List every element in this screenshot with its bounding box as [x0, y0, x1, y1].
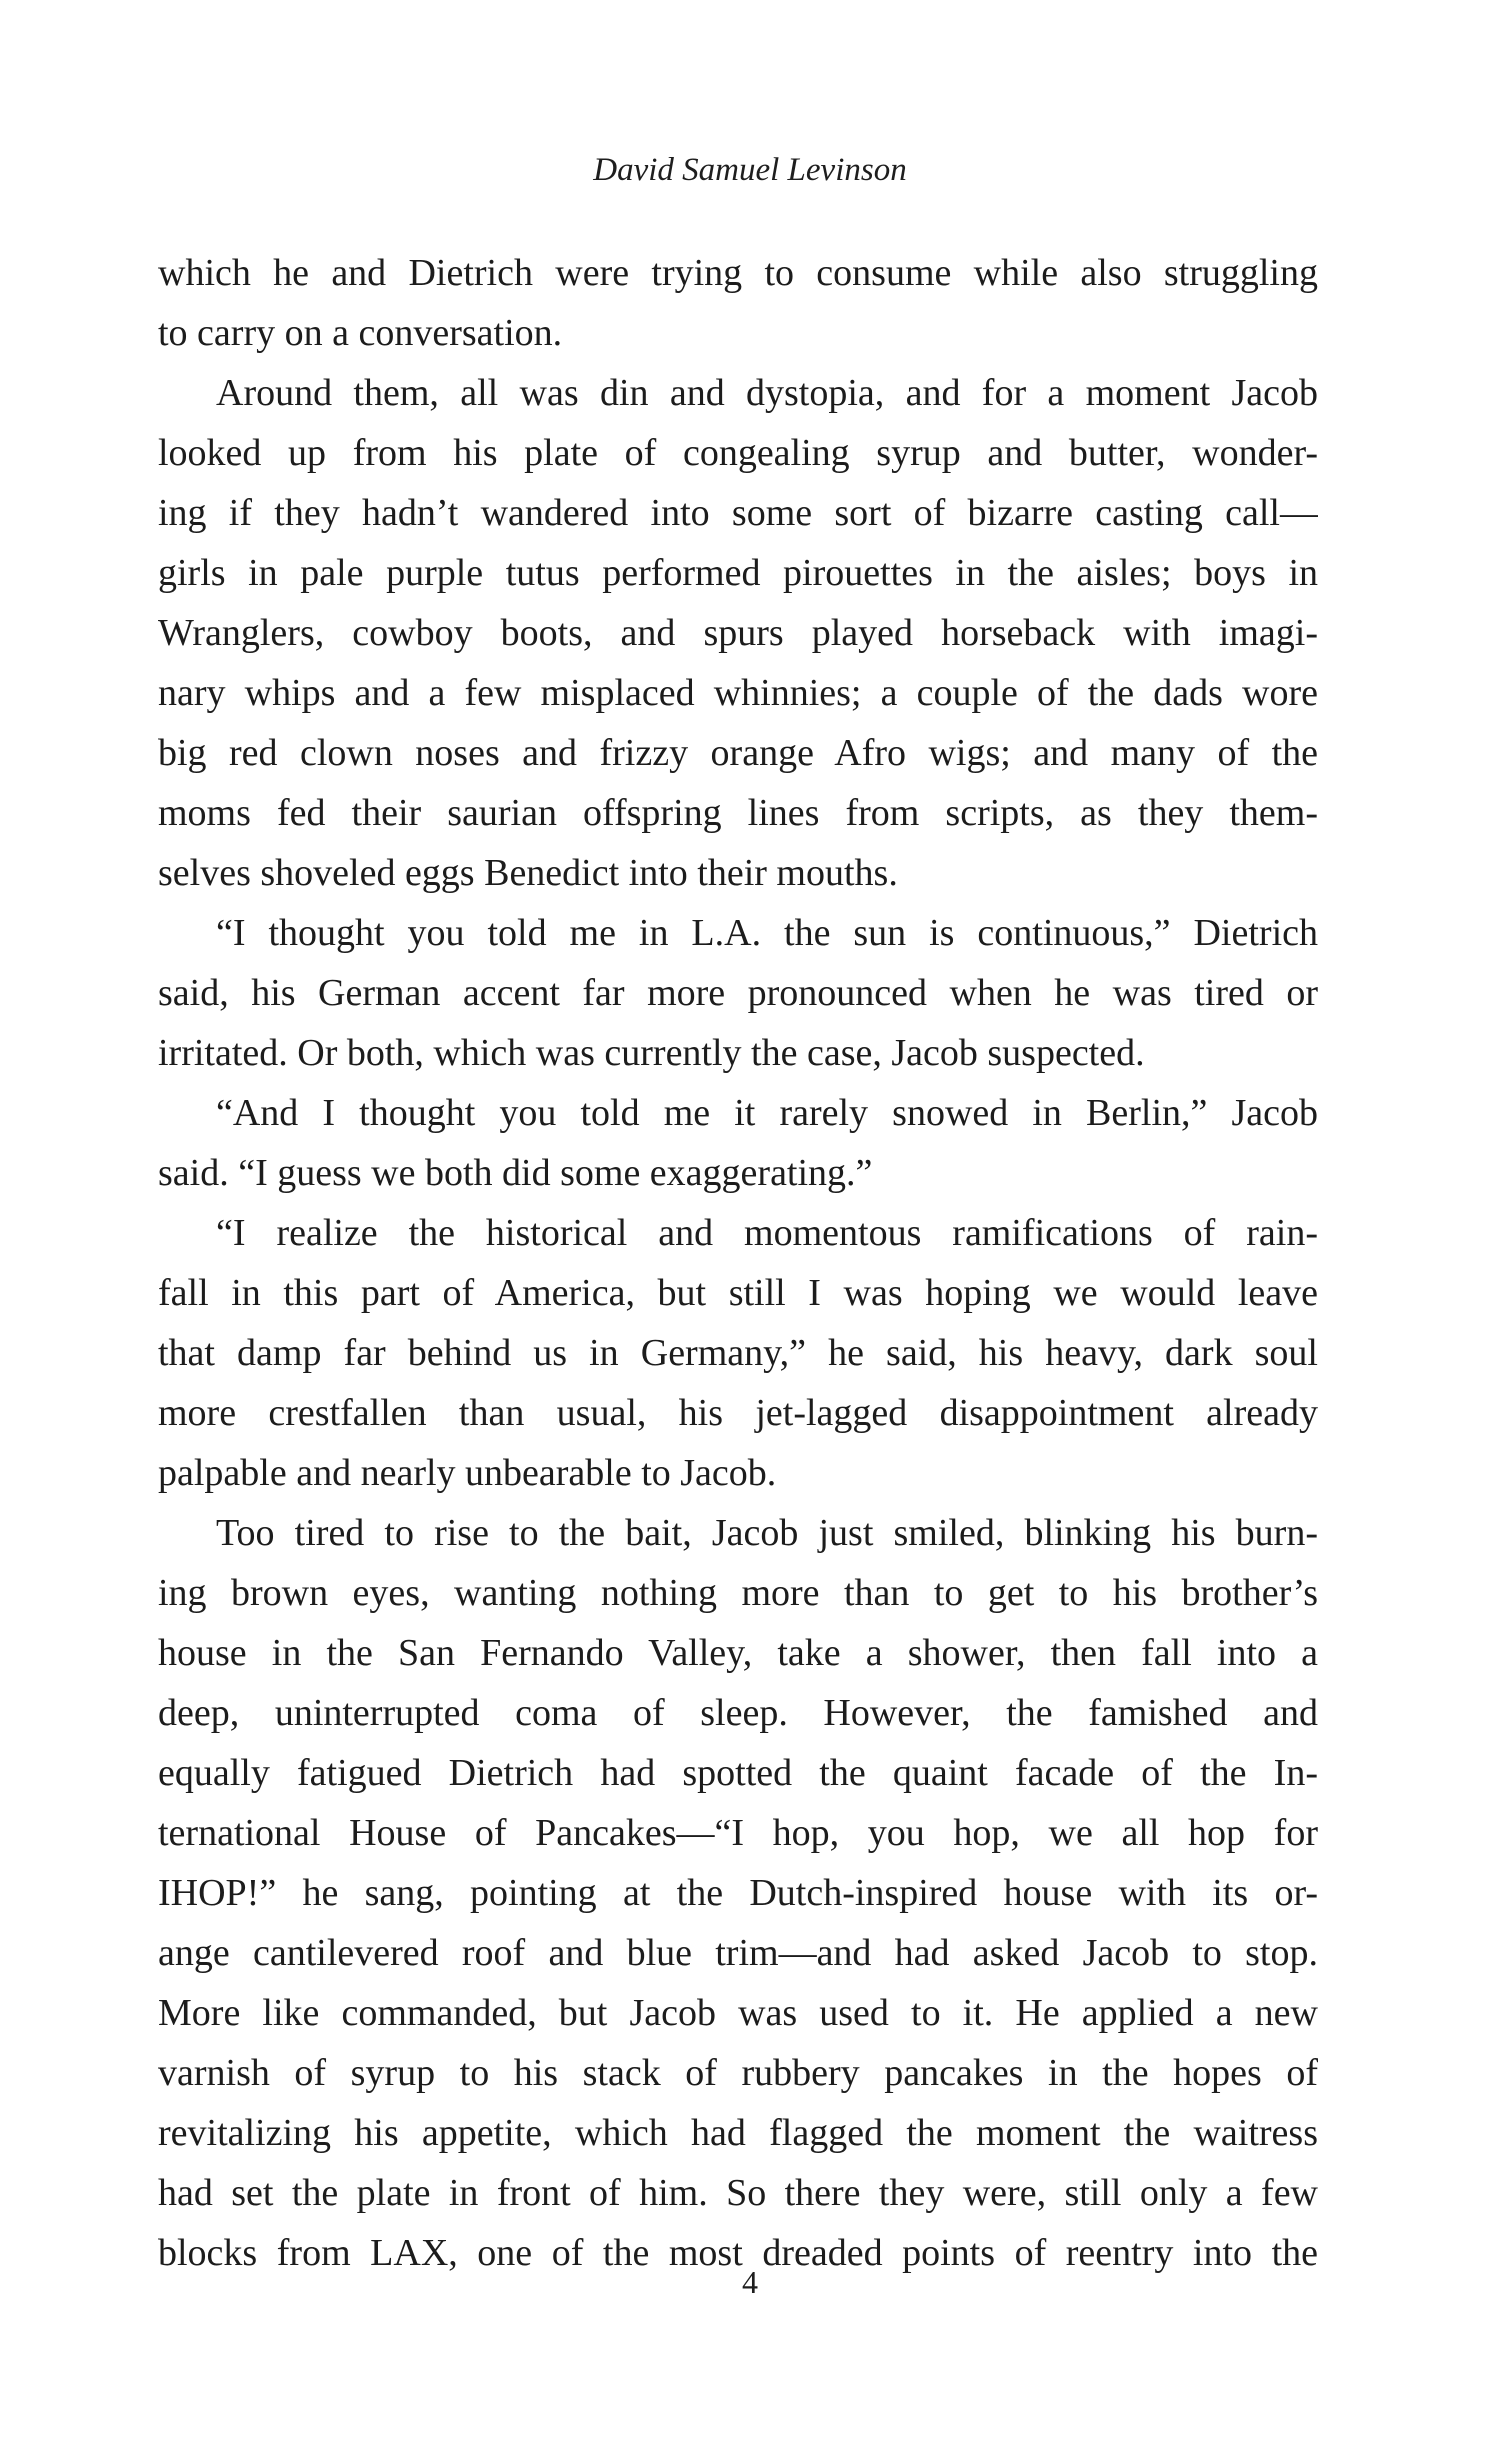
- text-line: ing brown eyes, wanting nothing more than to get to his brother’s: [158, 1572, 1318, 1614]
- text-line: equally fatigued Dietrich had spotted the quaint facade of the In-: [158, 1752, 1318, 1794]
- text-line: had set the plate in front of him. So there they were, still only a few: [158, 2172, 1318, 2214]
- text-line: revitalizing his appetite, which had flagged the moment the waitress: [158, 2112, 1318, 2154]
- text-line: ing if they hadn’t wandered into some sort of bizarre casting call—: [158, 492, 1318, 534]
- text-line: irritated. Or both, which was currently the case, Jacob suspected.: [158, 1032, 1145, 1074]
- text-line: to carry on a conversation.: [158, 312, 563, 354]
- text-line: varnish of syrup to his stack of rubbery pancakes in the hopes of: [158, 2052, 1318, 2094]
- text-line: palpable and nearly unbearable to Jacob.: [158, 1452, 777, 1494]
- text-line: said. “I guess we both did some exaggerating.”: [158, 1152, 873, 1194]
- text-line: girls in pale purple tutus performed pirouettes in the aisles; boys in: [158, 552, 1318, 594]
- text-line: Around them, all was din and dystopia, and for a moment Jacob: [216, 372, 1318, 414]
- text-line: deep, uninterrupted coma of sleep. However, the famished and: [158, 1692, 1318, 1734]
- text-line: more crestfallen than usual, his jet-lagged disappointment already: [158, 1392, 1318, 1434]
- text-line: selves shoveled eggs Benedict into their mouths.: [158, 852, 898, 894]
- text-line: “I thought you told me in L.A. the sun is continuous,” Dietrich: [216, 912, 1318, 954]
- text-line: Too tired to rise to the bait, Jacob just smiled, blinking his burn-: [216, 1512, 1318, 1554]
- body-text: [158, 243, 1318, 2283]
- text-line: which he and Dietrich were trying to consume while also struggling: [158, 252, 1318, 294]
- text-line: fall in this part of America, but still I was hoping we would leave: [158, 1272, 1318, 1314]
- text-line: Wranglers, cowboy boots, and spurs played horseback with imagi-: [158, 612, 1318, 654]
- text-line: looked up from his plate of congealing syrup and butter, wonder-: [158, 432, 1318, 474]
- running-head: David Samuel Levinson: [593, 152, 907, 188]
- text-line: More like commanded, but Jacob was used to it. He applied a new: [158, 1992, 1318, 2034]
- text-line: IHOP!” he sang, pointing at the Dutch-inspired house with its or-: [158, 1872, 1318, 1914]
- text-line: “I realize the historical and momentous ramifications of rain-: [216, 1212, 1318, 1254]
- text-line: moms fed their saurian offspring lines from scripts, as they them-: [158, 792, 1318, 834]
- text-line: that damp far behind us in Germany,” he said, his heavy, dark soul: [158, 1332, 1318, 1374]
- text-line: big red clown noses and frizzy orange Afro wigs; and many of the: [158, 732, 1318, 774]
- text-line: nary whips and a few misplaced whinnies; a couple of the dads wore: [158, 672, 1318, 714]
- text-line: said, his German accent far more pronounced when he was tired or: [158, 972, 1318, 1014]
- text-line: house in the San Fernando Valley, take a shower, then fall into a: [158, 1632, 1318, 1674]
- text-line: ternational House of Pancakes—“I hop, you hop, we all hop for: [158, 1812, 1318, 1854]
- text-line: “And I thought you told me it rarely snowed in Berlin,” Jacob: [216, 1092, 1318, 1134]
- page-number: 4: [742, 2264, 758, 2300]
- text-line: ange cantilevered roof and blue trim—and had asked Jacob to stop.: [158, 1932, 1318, 1974]
- text-line: blocks from LAX, one of the most dreaded points of reentry into the: [158, 2232, 1318, 2274]
